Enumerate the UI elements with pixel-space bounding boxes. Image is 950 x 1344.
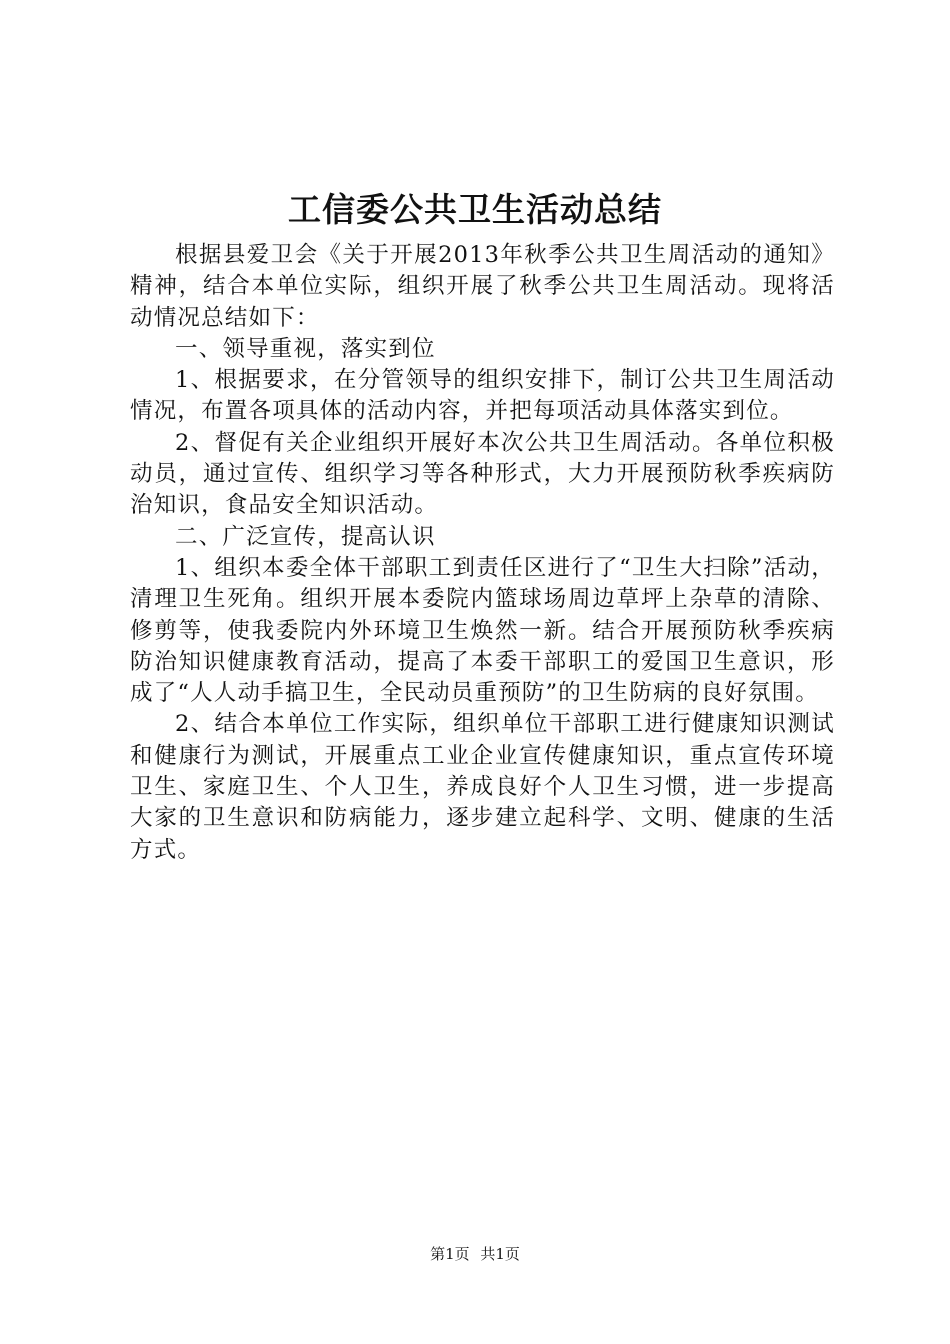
section-heading-2: 二、广泛宣传，提高认识 [175,523,436,550]
document-body [130,240,835,866]
paragraph-1-2: 2、督促有关企业组织开展好本次公共卫生周活动。各单位积极动员，通过宣传、组织学习等各种形式，大力开展预防秋季疾病防治知识，食品安全知识活动。 [130,429,835,519]
paragraph-intro: 根据县爱卫会《关于开展2013年秋季公共卫生周活动的通知》精神，结合本单位实际，组织开展了秋季公共卫生周活动。现将活动情况总结如下： [130,242,835,331]
page-number-total: 共1页 [480,1245,520,1263]
paragraph-1-1: 1、根据要求，在分管领导的组织安排下，制订公共卫生周活动情况，布置各项具体的活动内容，并把每项活动具体落实到位。 [130,367,835,425]
document-title: 工信委公共卫生活动总结 [288,190,662,229]
page-footer [0,1243,950,1265]
paragraph-2-1: 1、组织本委全体干部职工到责任区进行了“卫生大扫除”活动，清理卫生死角。组织开展本委院内篮球场周边草坪上杂草的清除、修剪等，使我委院内外环境卫生焕然一新。结合开展预防秋季疾病防治知识健康教育活动，提高了本委干部职工的爱国卫生意识，形成了“人人动手搞卫生，全民动员重预防”的卫生防病的良好氛围。 [130,554,835,707]
section-heading-1: 一、领导重视，落实到位 [175,335,436,362]
paragraph-2-2: 2、结合本单位工作实际，组织单位干部职工进行健康知识测试和健康行为测试，开展重点工业企业宣传健康知识，重点宣传环境卫生、家庭卫生、个人卫生，养成良好个人卫生习惯，进一步提高大家的卫生意识和防病能力，逐步建立起科学、文明、健康的生活方式。 [130,711,835,863]
page-number-current: 第1页 [430,1245,470,1263]
